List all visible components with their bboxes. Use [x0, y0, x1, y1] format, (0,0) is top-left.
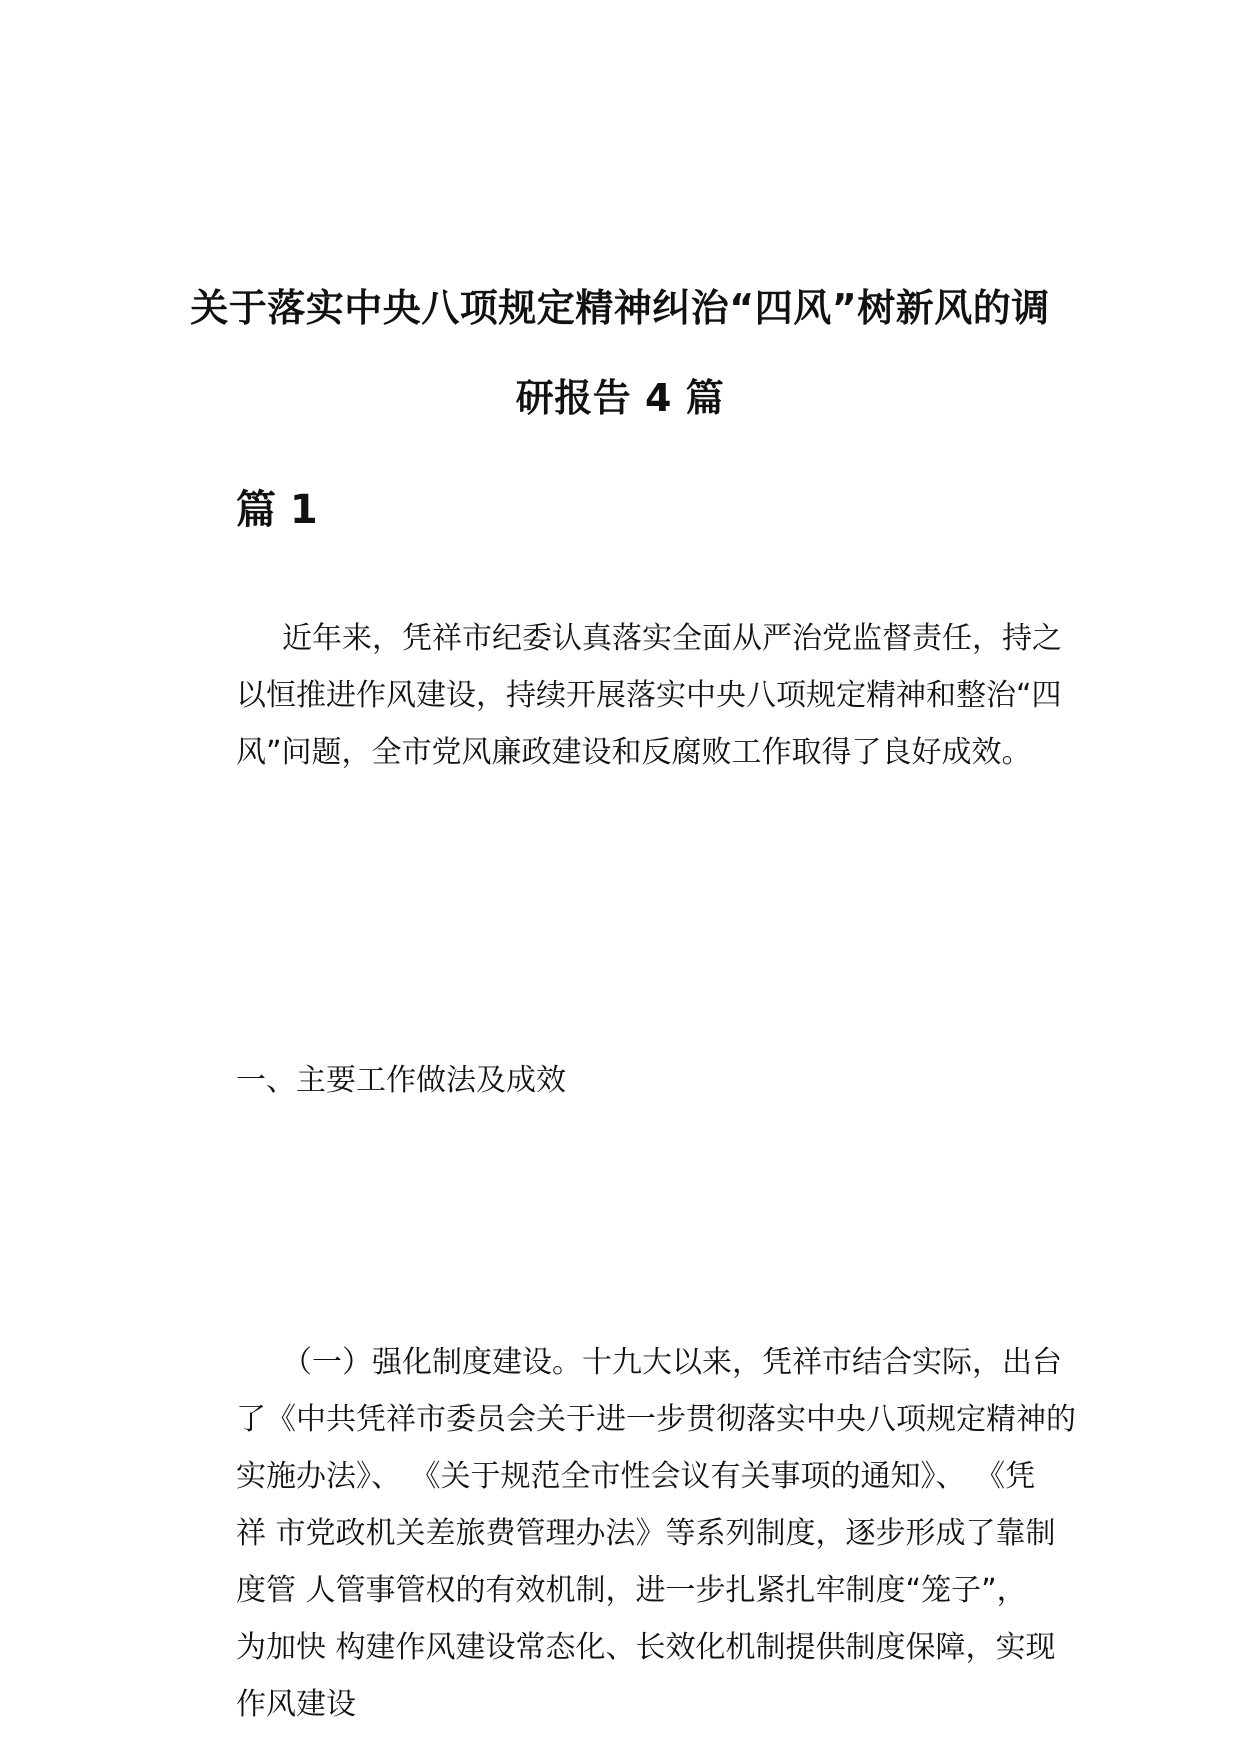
body-paragraph — [190, 1334, 1076, 1733]
body-line: 实施办法》、 《关于规范全市性会议有关事项的通知》、 《凭 — [236, 1459, 1036, 1494]
intro-line: 风”问题，全市党风廉政建设和反腐败工作取得了良好成效。 — [236, 735, 1032, 770]
section-heading: 篇 1 — [236, 487, 318, 533]
intro-line: 以恒推进作风建设，持续开展落实中央八项规定精神和整治“四 — [236, 678, 1062, 713]
intro-paragraph — [190, 610, 1060, 781]
document-title-line-2: 研报告 4 篇 — [515, 376, 725, 420]
body-line: 度管 人管事管权的有效机制，进一步扎紧扎牢制度“笼子”， — [236, 1573, 1027, 1608]
subheading: 一、主要工作做法及成效 — [236, 1063, 566, 1098]
document-title-line-1: 关于落实中央八项规定精神纠治“四风”树新风的调 — [190, 286, 1050, 330]
body-line: 了《中共凭祥市委员会关于进一步贯彻落实中央八项规定精神的 — [236, 1402, 1076, 1437]
body-line: （一）强化制度建设。十九大以来，凭祥市结合实际，出台 — [282, 1345, 1062, 1380]
intro-line: 近年来，凭祥市纪委认真落实全面从严治党监督责任，持之 — [282, 621, 1062, 656]
body-line: 为加快 构建作风建设常态化、长效化机制提供制度保障，实现 — [236, 1630, 1056, 1665]
body-line: 祥 市党政机关差旅费管理办法》等系列制度，逐步形成了靠制 — [236, 1516, 1056, 1551]
body-line: 作风建设 — [236, 1687, 356, 1722]
